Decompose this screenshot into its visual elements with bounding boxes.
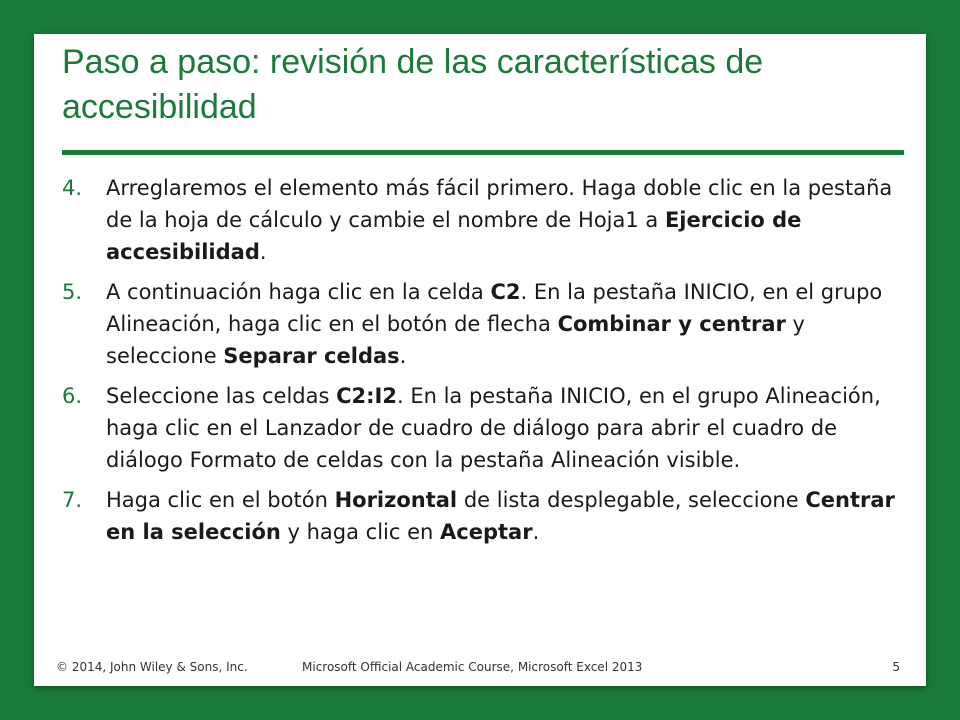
step-text-segment: . [532,520,540,544]
step-text-segment: y haga clic en [280,520,441,544]
slide-panel [34,34,926,686]
page-number: 5 [892,660,900,674]
step-text-bold: C2:I2 [336,384,397,408]
step-item [62,172,898,268]
step-text-segment: . En la pestaña INICIO, en el grupo Alineación, haga clic en el Lanzador de cuadro de diálogo para abrir el cuadro de diálogo Formato de celdas con la pestaña Alineación visible. [106,384,881,472]
step-text [106,488,895,544]
step-number: 7. [62,488,83,512]
steps-list [62,172,898,556]
step-text-bold: Combinar y centrar [557,312,786,336]
step-text-bold: C2 [490,280,521,304]
step-number: 4. [62,176,83,200]
step-text-segment: . [399,344,407,368]
step-text-segment: y seleccione [106,312,805,368]
step-text-segment: A continuación haga clic en la celda [106,280,491,304]
step-text-segment: Haga clic en el botón [106,488,335,512]
step-text [106,176,892,264]
step-number: 6. [62,384,83,408]
footer-copyright: © 2014, John Wiley & Sons, Inc. [56,660,248,674]
step-item [62,484,898,548]
title-underline [62,150,904,155]
step-text-bold: Ejercicio de accesibilidad [106,208,802,264]
step-text-segment: Seleccione las celdas [106,384,337,408]
step-text-segment: . En la pestaña INICIO, en el grupo Alineación, haga clic en el botón de flecha [106,280,883,336]
step-number: 5. [62,280,83,304]
step-item [62,276,898,372]
step-text-segment: . [259,240,267,264]
step-text [106,384,881,472]
step-text-bold: Separar celdas [223,344,400,368]
step-item [62,380,898,476]
step-text-bold: Horizontal [334,488,458,512]
step-text-segment: de lista desplegable, seleccione [457,488,806,512]
step-text [106,280,882,368]
step-text-segment: Arreglaremos el elemento más fácil primero. Haga doble clic en la pestaña de la hoja de cálculo y cambie el nombre de Hoja1 a [106,176,893,232]
step-text-bold: Centrar en la selección [106,488,895,544]
slide-title: Paso a paso: revisión de las características de accesibilidad [62,43,764,126]
step-text-bold: Aceptar [440,520,533,544]
footer-course: Microsoft Official Academic Course, Microsoft Excel 2013 [302,660,643,674]
